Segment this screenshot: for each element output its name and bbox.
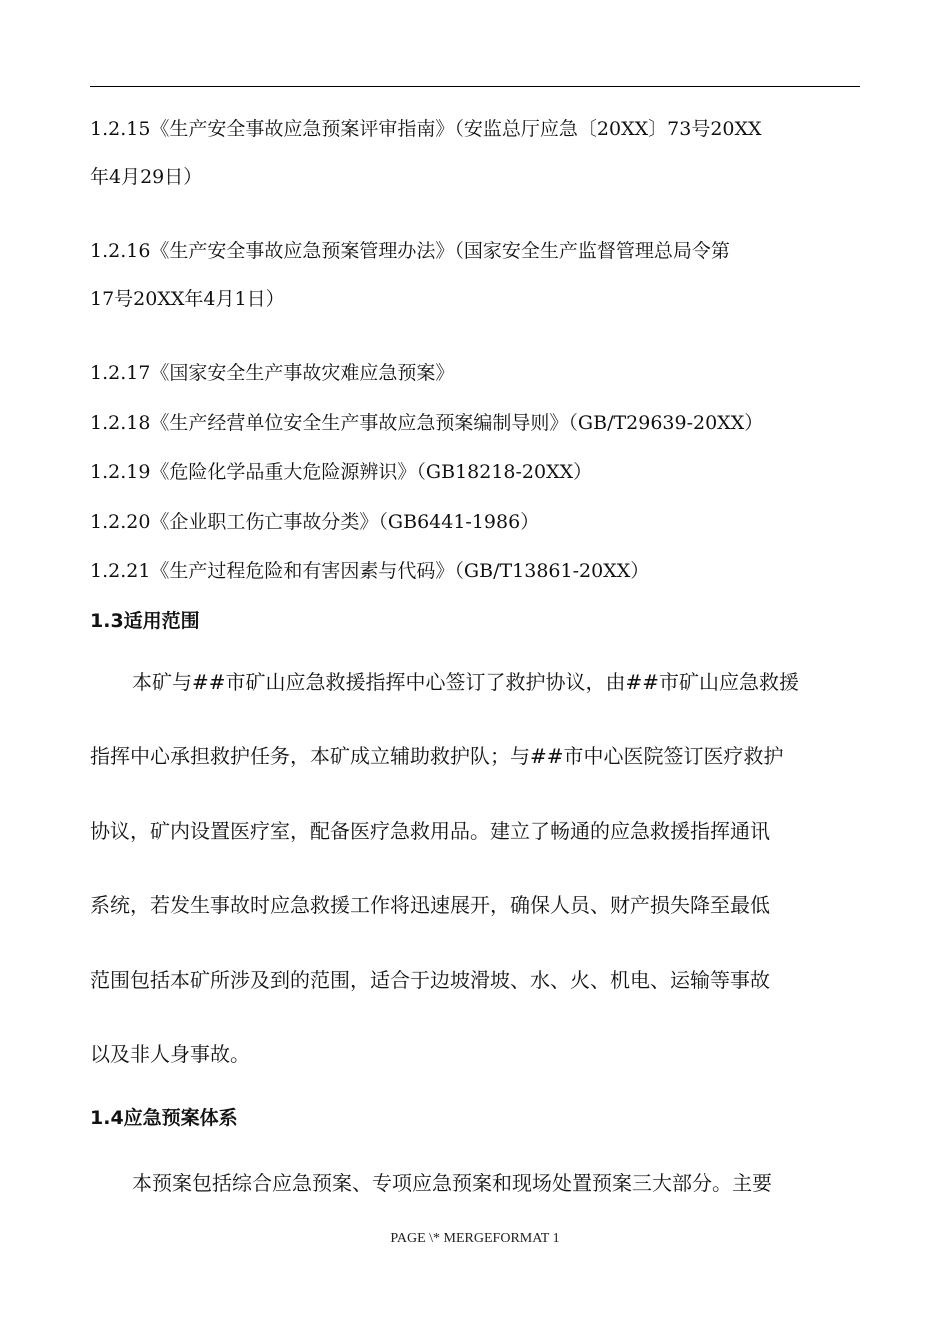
reference-1-2-15 [90,105,860,201]
section-1-3-line-6: 以及非人身事故。 [90,1042,250,1067]
section-1-4-line-1: 本预案包括综合应急预案、专项应急预案和现场处置预案三大部分。主要 [132,1171,772,1196]
reference-1-2-15-line-2: 年4月29日） [90,166,203,188]
section-1-3-heading: 1.3适用范围 [90,609,200,632]
section-1-3-line-1: 本矿与##市矿山应急救援指挥中心签订了救护协议，由##市矿山应急救援 [132,669,800,694]
reference-1-2-17: 1.2.17《国家安全生产事故灾难应急预案》 [90,362,455,384]
page-footer: PAGE \* MERGEFORMAT 1 [390,1231,560,1246]
section-1-3-line-4: 系统，若发生事故时应急救援工作将迅速展开，确保人员、财产损失降至最低 [90,893,770,918]
section-1-4-heading: 1.4应急预案体系 [90,1107,238,1130]
reference-1-2-18: 1.2.18《生产经营单位安全生产事故应急预案编制导则》（GB/T29639-20XX） [90,411,764,434]
reference-1-2-16 [90,227,860,323]
header-rule [90,86,860,87]
reference-1-2-16-line-1: 1.2.16《生产安全事故应急预案管理办法》（国家安全生产监督管理总局令第 [90,240,730,262]
section-1-3-paragraph [90,645,860,1093]
reference-1-2-20: 1.2.20《企业职工伤亡事故分类》（GB6441-1986） [90,510,540,533]
section-1-3-line-2: 指挥中心承担救护任务，本矿成立辅助救护队；与##市中心医院签订医疗救护 [90,744,784,769]
reference-1-2-16-line-2: 17号20XX年4月1日） [90,288,285,310]
section-1-4-paragraph [90,1146,860,1221]
document-body [90,105,860,1221]
reference-1-2-15-line-1: 1.2.15《生产安全事故应急预案评审指南》（安监总厅应急〔20XX〕73号20XX [90,118,762,140]
reference-1-2-21: 1.2.21《生产过程危险和有害因素与代码》（GB/T13861-20XX） [90,560,650,582]
reference-1-2-19: 1.2.19《危险化学品重大危险源辨识》（GB18218-20XX） [90,461,593,483]
section-1-3-line-3: 协议，矿内设置医疗室，配备医疗急救用品。建立了畅通的应急救援指挥通讯 [90,818,770,843]
section-1-3-line-5: 范围包括本矿所涉及到的范围，适合于边坡滑坡、水、火、机电、运输等事故 [90,967,770,992]
